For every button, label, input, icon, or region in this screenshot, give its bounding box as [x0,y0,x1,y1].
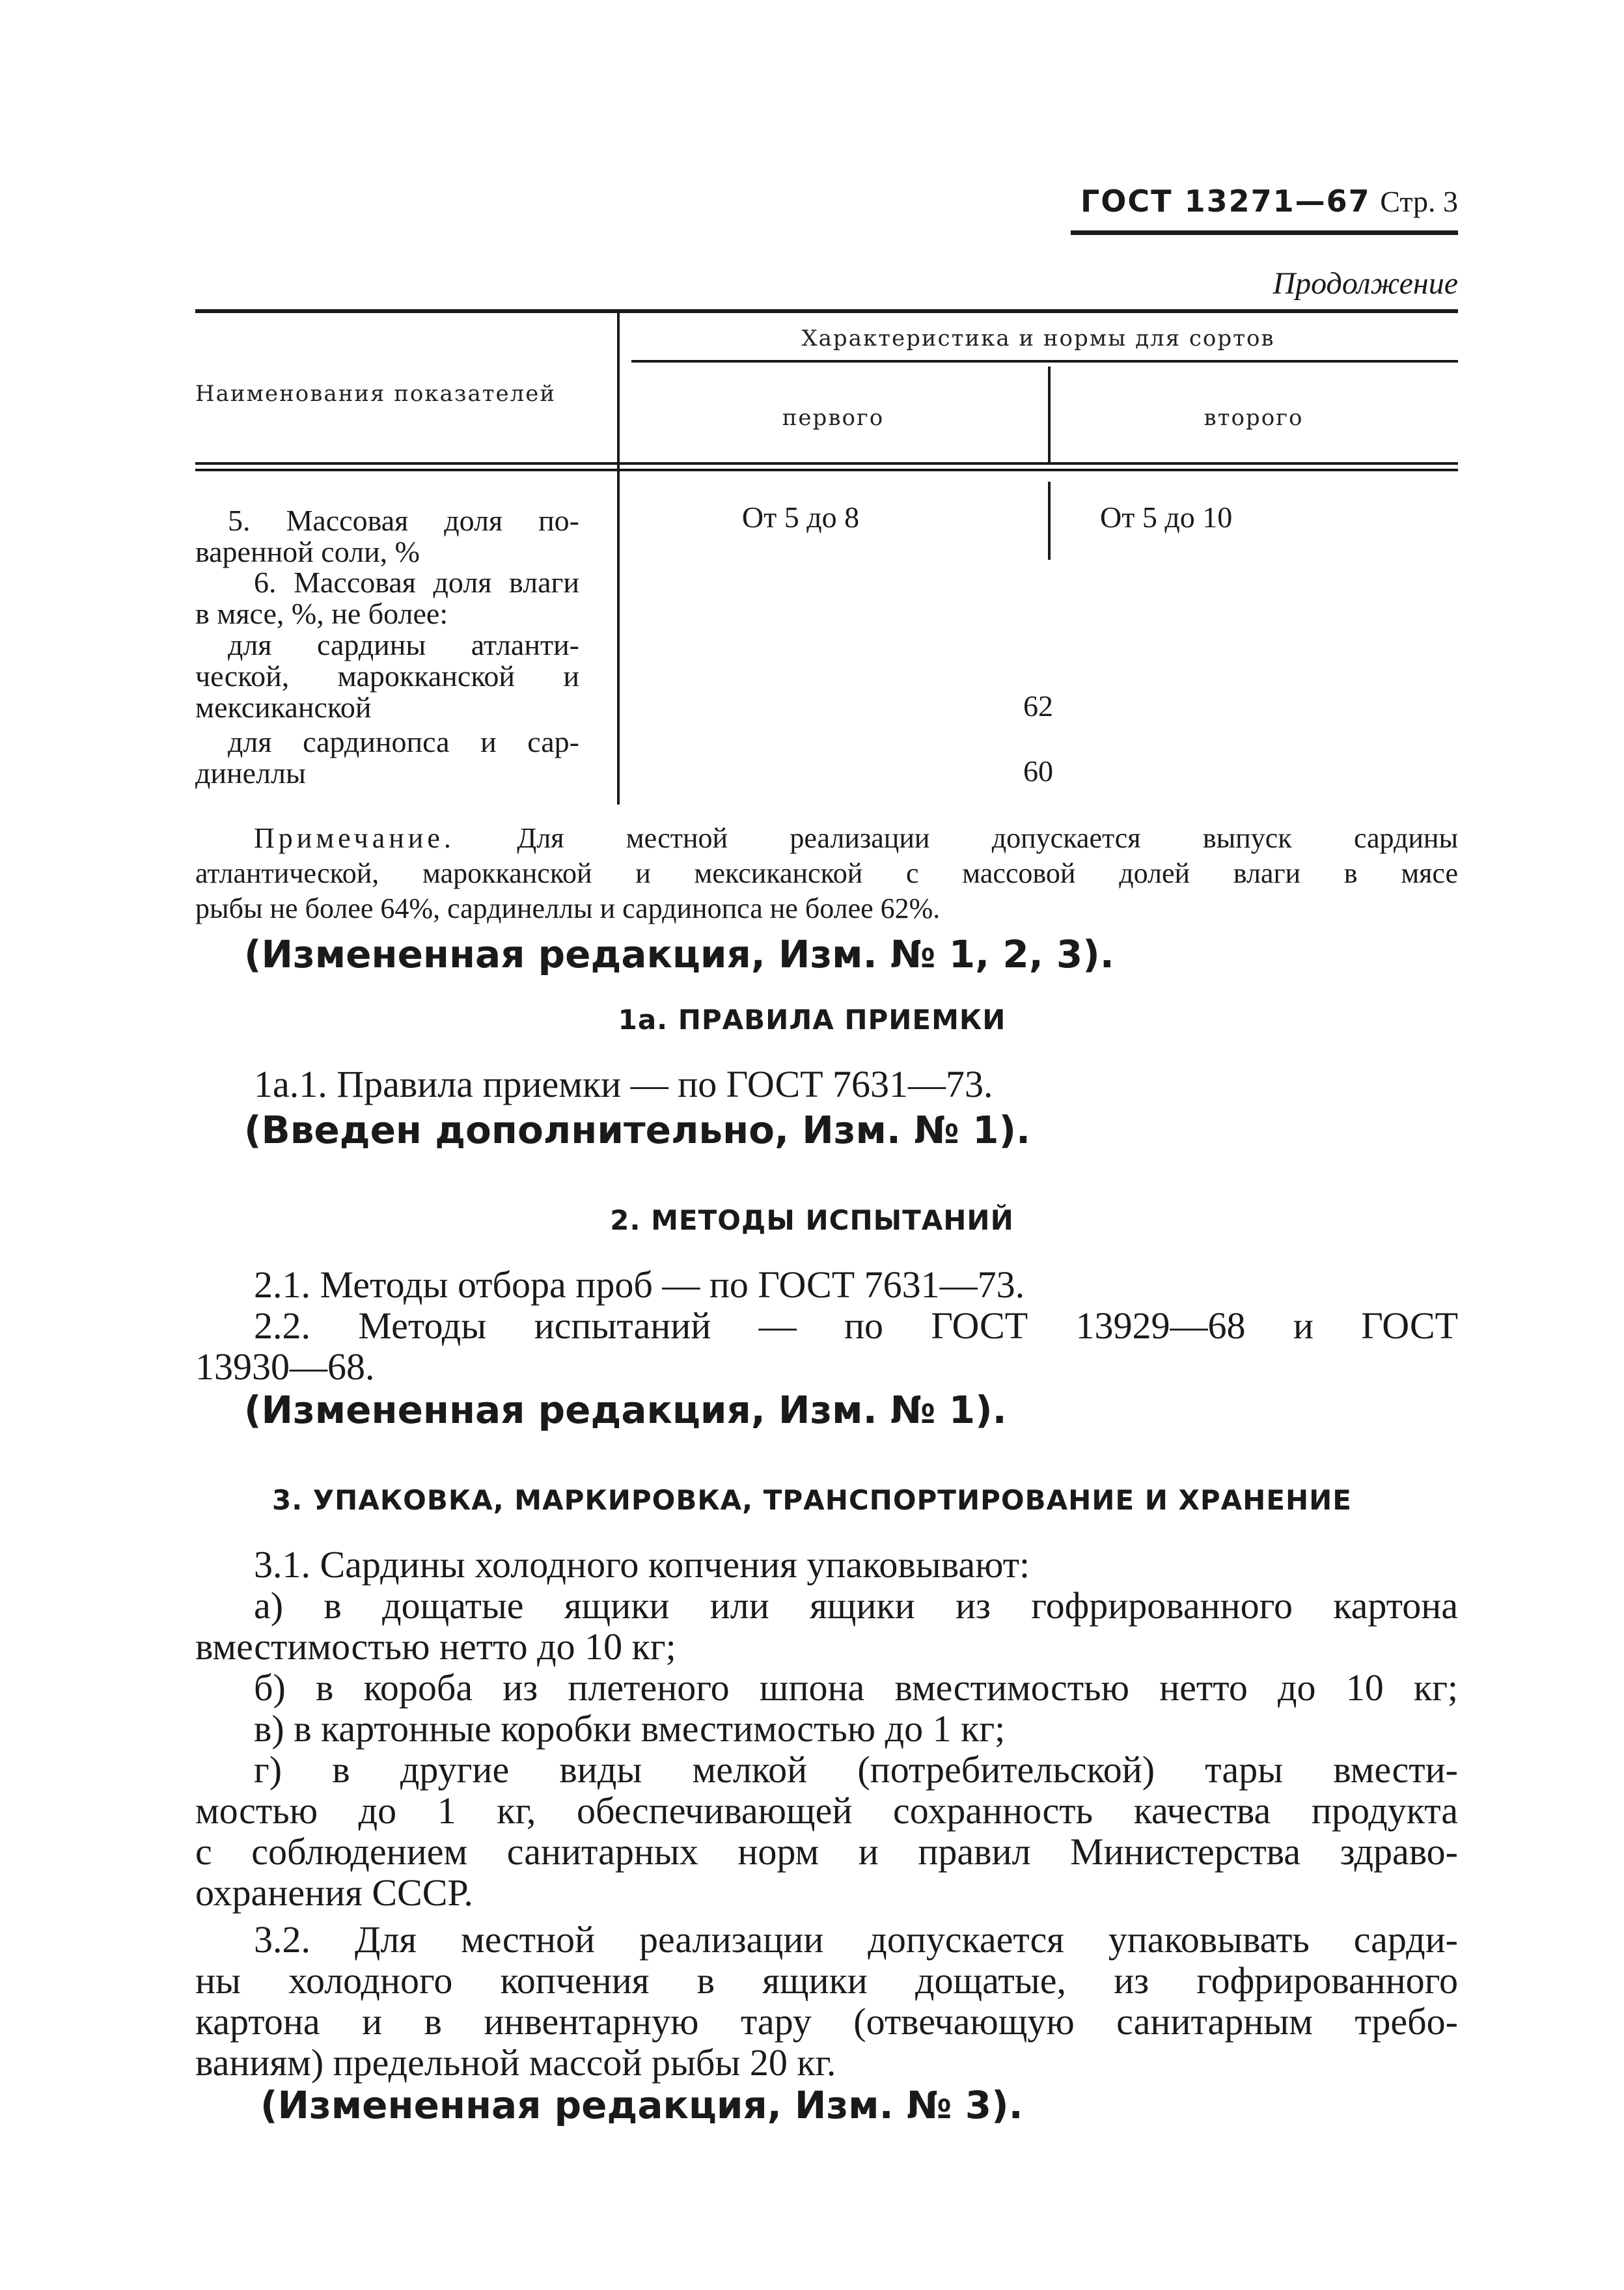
section-1a-amendment: (Введен дополнительно, Изм. № 1). [244,1108,1031,1152]
header-double-rule-2 [195,469,1458,471]
header-double-rule-1 [195,462,1458,465]
section-2-amendment: (Измененная редакция, Изм. № 1). [244,1388,1007,1432]
note-amendment: (Измененная редакция, Изм. № 1, 2, 3). [244,932,1114,976]
row5-name-line1: 5. Массовая доля по- [228,504,579,537]
note-label: Примечание. [254,822,455,854]
group-header: Характеристика и нормы для сортов [801,325,1275,352]
section-3-item1-g-line1: г) в другие виды мелкой (потребительской) тары вмести- [254,1748,1458,1791]
standard-number: ГОСТ 13271—67 [1080,184,1371,219]
col-second-header: второго [1204,405,1304,431]
page-number: Стр. 3 [1380,185,1458,218]
row5-second-value: От 5 до 10 [1100,501,1233,534]
row6-sub2-line1: для сардинопса и сар- [228,725,579,758]
row6-sub2-line2: динеллы [195,756,306,790]
section-3-item1-g-line3: с соблюдением санитарных норм и правил Министерства здраво- [195,1830,1458,1873]
row6-name-line2: в мясе, %, не более: [195,597,448,630]
section-3-item1-a-line1: а) в дощатые ящики или ящики из гофрированного картона [254,1584,1458,1627]
section-1a-title: 1а. ПРАВИЛА ПРИЕМКИ [618,1004,1006,1036]
section-2-item2-line2: 13930—68. [195,1345,375,1388]
section-1a-item: 1а.1. Правила приемки — по ГОСТ 7631—73. [254,1063,993,1105]
section-3-item2-line4: ваниям) предельной массой рыбы 20 кг. [195,2041,836,2084]
section-3-item1-v: в) в картонные коробки вместимостью до 1 кг; [254,1707,1006,1750]
section-3-item1-g-line2: мостью до 1 кг, обеспечивающей сохранность качества продукта [195,1789,1458,1832]
note-line3: рыбы не более 64%, сардинеллы и сардинопса не более 62%. [195,892,941,924]
note-line1 [254,821,1458,855]
page-header [1041,184,1458,219]
row6-sub1-line2: ческой, марокканской и [195,659,579,693]
note-text-1: Для местной реализации допускается выпуск сардины [517,822,1459,854]
section-3-item1-b: б) в короба из плетеного шпона вместимостью нетто до 10 кг; [254,1666,1458,1709]
col-first-header: первого [782,405,885,431]
table-top-rule [195,309,1458,313]
table-divider-name [617,313,620,805]
row6-sub1-line3: мексиканской [195,691,372,724]
header-rule [1071,230,1458,235]
section-3-item2-line3: картона и в инвентарную тару (отвечающую санитарным требо- [195,2000,1458,2043]
row5-name-line2: варенной соли, % [195,535,420,568]
section-3-title: 3. УПАКОВКА, МАРКИРОВКА, ТРАНСПОРТИРОВАНИЕ И ХРАНЕНИЕ [271,1484,1352,1516]
note-line2: атлантической, марокканской и мексиканской с массовой долей влаги в мясе [195,857,1458,889]
group-header-rule [631,360,1458,363]
row5-first-value: От 5 до 8 [741,501,860,534]
section-3-item1-intro: 3.1. Сардины холодного копчения упаковывают: [254,1543,1030,1586]
section-3-item2-line2: ны холодного копчения в ящики дощатые, из гофрированного [195,1959,1458,2002]
section-3-item1-a-line2: вместимостью нетто до 10 кг; [195,1625,676,1668]
row6-name-line1: 6. Массовая доля влаги [254,566,579,599]
table-divider-grades-row5 [1048,482,1051,560]
section-3-amendment: (Измененная редакция, Изм. № 3). [260,2083,1023,2127]
section-2-item2-line1: 2.2. Методы испытаний — по ГОСТ 13929—68 и ГОСТ [254,1304,1458,1347]
section-2-item1: 2.1. Методы отбора проб — по ГОСТ 7631—73. [254,1263,1025,1306]
continuation-label: Продолжение [1273,266,1458,301]
row6-sub1-value: 62 [1023,689,1053,723]
row6-sub2-value: 60 [1023,754,1053,788]
col-name-header: Наименования показателей [195,381,557,407]
section-3-item2-line1: 3.2. Для местной реализации допускается упаковывать сарди- [254,1918,1458,1961]
section-3-item1-g-line4: охранения СССР. [195,1871,473,1914]
section-2-title: 2. МЕТОДЫ ИСПЫТАНИЙ [610,1204,1014,1236]
row6-sub1-line1: для сардины атланти- [228,628,579,661]
